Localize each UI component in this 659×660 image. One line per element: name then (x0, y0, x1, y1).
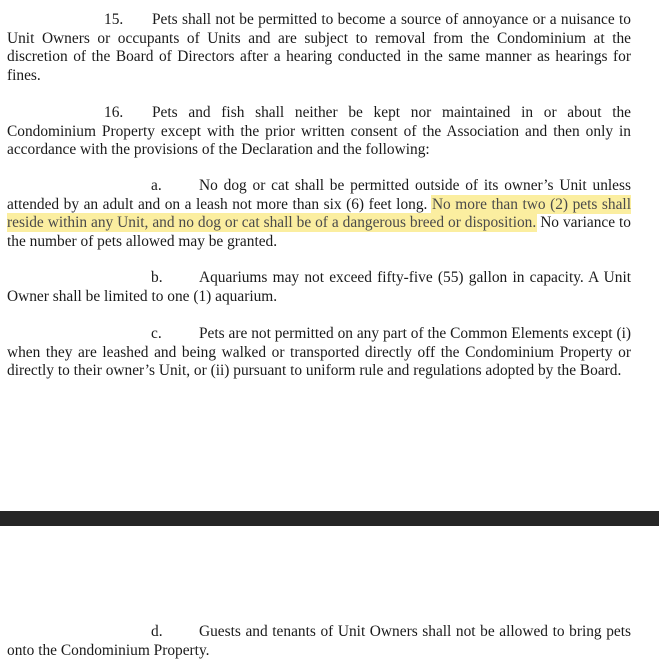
document-page-bottom (0, 526, 659, 659)
paragraph-text: Pets and fish shall neither be kept nor maintained in or about the Condominium Property except with the prior written consent of the Association and then only in accordance with the provisions of the Declaration and the following: (7, 104, 631, 159)
subparagraph-letter: a. (151, 177, 162, 194)
highlighted-text: No more than two (2) pets shall reside within any Unit, and no dog or cat shall be of a dangerous breed or disposition. (7, 195, 631, 232)
paragraph-text: Pets shall not be permitted to become a source of annoyance or a nuisance to Unit Owners or occupants of Units and are subject to removal from the Condominium at the discretion of the Board of Directors after a hearing conducted in the same manner as hearings for fines. (7, 11, 631, 84)
subparagraph-text: Guests and tenants of Unit Owners shall not be allowed to bring pets onto the Condominium Property. (7, 623, 631, 659)
paragraph-number: 15. (104, 11, 124, 28)
subparagraph-letter: b. (151, 269, 163, 286)
subparagraph-a (7, 177, 631, 251)
subparagraph-d (7, 623, 631, 660)
subparagraph-b (7, 269, 631, 306)
subparagraph-text: No dog or cat shall be permitted outside of its owner’s Unit unless attended by an adult and on a leash not more than six (6) feet long. (7, 177, 631, 213)
subparagraph-text: Aquariums may not exceed fifty-five (55) gallon in capacity. A Unit Owner shall be limited to one (1) aquarium. (7, 269, 631, 305)
subparagraph-letter: c. (151, 325, 162, 342)
subparagraph-c (7, 325, 631, 381)
subparagraph-text: Pets are not permitted on any part of the Common Elements except (i) when they are leashed and being walked or transported directly off the Condominium Property or directly to their owner’s Unit, or (ii) pursuant to uniform rule and regulations adopted by the Board. (7, 325, 631, 380)
subparagraph-text-after: No variance to the number of pets allowed may be granted. (7, 214, 632, 250)
paragraph-15 (7, 11, 631, 85)
page-separator (0, 511, 659, 526)
subparagraph-letter: d. (151, 623, 163, 640)
paragraph-16 (7, 104, 631, 160)
paragraph-number: 16. (104, 104, 124, 121)
